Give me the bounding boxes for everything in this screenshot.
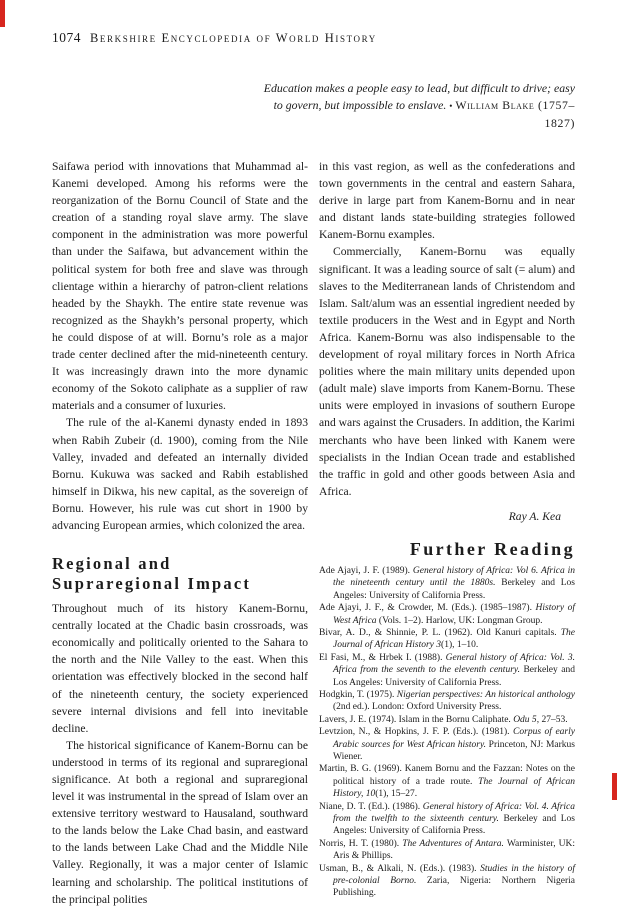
body-paragraph: The rule of the al-Kanemi dynasty ended in 1893 when Rabih Zubeir (d. 1900), coming from the Nile Valley, invaded and defeated an internally divided Bornu. Kukuwa was sacked and Rabih established himself in Dikwa, his new capital, as the sovereign of Bornu. However, his rule was cut short in 1900 by advancing European armies, which colonized the area. — [52, 416, 308, 532]
right-column — [319, 158, 575, 908]
author-byline: Ray A. Kea — [508, 509, 561, 523]
running-header — [0, 0, 617, 46]
reference-item: Niane, D. T. (Ed.). (1986). General history of Africa: Vol. 4. Africa from the twelfth to the sixteenth century. Berkeley and Los Angeles: University of California Press. — [319, 801, 575, 837]
reference-item: Hodgkin, T. (1975). Nigerian perspectives: An historical anthology (2nd ed.). London: Oxford University Press. — [319, 689, 575, 713]
section-heading-line1: Regional and — [52, 554, 172, 574]
reference-item: Bivar, A. D., & Shinnie, P. L. (1962). Old Kanuri capitals. The Journal of African History 3(1), 1–10. — [319, 627, 575, 651]
reference-item: Usman, B., & Alkali, N. (Eds.). (1983). Studies in the history of pre-colonial Borno. Zaria, Nigeria: Northern Nigeria Publishing. — [319, 863, 575, 899]
reference-item: Ade Ajayi, J. F. (1989). General history of Africa: Vol 6. Africa in the nineteenth century until the 1880s. Berkeley and Los Angeles: University of California Press. — [319, 565, 575, 601]
page-edge-mark-bottom-right — [612, 773, 617, 800]
body-paragraph: The historical significance of Kanem-Bornu can be understood in terms of its regional and supraregional significance. At both a regional and supraregional level it was instrumental in the spread of Islam over an extensive territory westward to Hausaland, southward to the lands below the Lake Chad basin, and eastward to the lands between Lake Chad and the Middle Nile Valley. Regionally, it was a major center of Islamic learning and scholarship. The political institutions of the principal polities — [52, 738, 308, 906]
epigraph-quote — [263, 80, 575, 132]
section-heading — [52, 554, 308, 594]
quote-bullet: • — [449, 101, 453, 111]
header-title: Berkshire Encyclopedia of World History — [90, 31, 377, 45]
body-paragraph: in this vast region, as well as the confederations and town governments in the central and eastern Sahara, derive in large part from Kanem-Bornu and in near and distant lands state-building strategies followed Kanem-Bornu examples. — [319, 160, 575, 242]
reference-item: Levtzion, N., & Hopkins, J. F. P. (Eds.). (1981). Corpus of early Arabic sources for West African history. Princeton, NJ: Markus Wiener. — [319, 727, 575, 762]
further-reading-heading: Further Reading — [409, 538, 575, 559]
left-column — [52, 158, 308, 908]
body-paragraph: Throughout much of its history Kanem-Bornu, centrally located at the Chadic basin crossroads, was economically and politically oriented to the Sahara to the north and the Nile Valley to the east. When this orientation was effectively blocked in the second half of the nineteenth century, the society experienced severe internal divisions and fell into inevitable decline. — [52, 602, 308, 735]
quote-text: Education makes a people easy to lead, but difficult to drive; easy to govern, but impossible to enslave. — [263, 81, 575, 112]
page-edge-mark-top-left — [0, 0, 5, 27]
body-paragraph: Saifawa period with innovations that Muhammad al-Kanemi developed. Among his reforms were the reorganization of the Bornu Council of State and the creation of a standing royal slave army. The slave component in the administration was more powerful than under the Saifawa, but advancement within the political system for both free and slave was through clientage within a hierarchy of patron-client relations headed by the Shaykh. The entire state revenue was recognized as the Shaykh’s personal property, which he could dispose of at will. Bornu’s role as a major trade center declined after the mid-nineteenth century. It was increasingly drawn into the more dynamic economy of the Sokoto caliphate as a supplier of raw materials and a consumer of luxuries. — [52, 160, 308, 413]
two-column-body — [0, 132, 617, 908]
quote-attribution: William Blake (1757–1827) — [455, 98, 575, 130]
reference-list — [319, 565, 575, 900]
page-number: 1074 — [52, 30, 81, 45]
reference-item: Norris, H. T. (1980). The Adventures of Antara. Warminister, UK: Aris & Phillips. — [319, 838, 576, 862]
reference-item: Ade Ajayi, J. F., & Crowder, M. (Eds.). (1985–1987). History of West Africa (Vols. 1–2). Harlow, UK: Longman Group. — [319, 603, 575, 626]
reference-item: Martin, B. G. (1969). Kanem Bornu and the Fazzan: Notes on the political history of a trade route. The Journal of African History, 10(1), 15–27. — [319, 764, 575, 800]
reference-item: El Fasi, M., & Hrbek I. (1988). General history of Africa: Vol. 3. Africa from the seventh to the eleventh century. Berkeley and Los Angeles: University of California Press. — [319, 652, 575, 688]
section-heading-line2: Supraregional Impact — [52, 574, 252, 594]
reference-item: Lavers, J. E. (1974). Islam in the Bornu Caliphate. Odu 5, 27–53. — [319, 714, 568, 725]
body-paragraph: Commercially, Kanem-Bornu was equally significant. It was a leading source of salt (= alum) and slaves to the Mediterranean lands of Christendom and Islam. Salt/alum was an essential ingredient needed by textile producers in the West and in Egypt and North Africa. Kanem-Bornu was also indispensable to the development of royal military forces in North Africa polities where the main military units depended upon (adult male) slave imports from Kanem-Bornu. These units were employed in invasions of southern Europe and wars against the Crusaders. In addition, the Karimi merchants who have been linked with Kanem were specialists in the Indian Ocean trade and established the traffic in gold and other goods between Asia and Africa. — [319, 245, 575, 498]
